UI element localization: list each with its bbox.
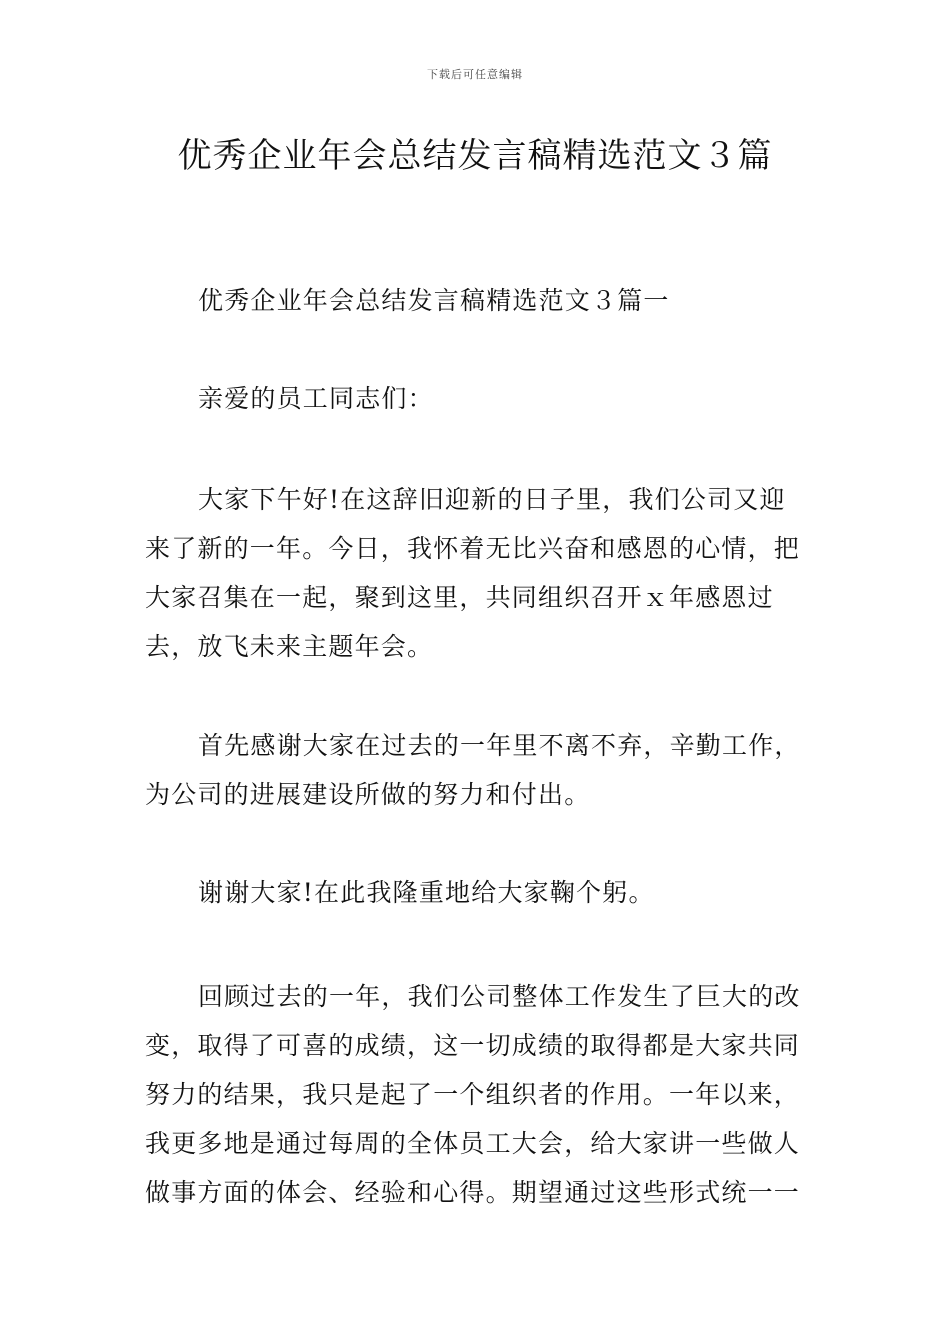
paragraph-1: 大家下午好!在这辞旧迎新的日子里，我们公司又迎来了新的一年。今日，我怀着无比兴奋和感恩的心情，把大家召集在一起，聚到这里，共同组织召开ｘ年感恩过去，放飞未来主题年会。 <box>145 485 801 661</box>
section-subtitle: 优秀企业年会总结发言稿精选范文３篇一 <box>198 286 670 315</box>
document-title: 优秀企业年会总结发言稿精选范文３篇 <box>177 136 773 176</box>
paragraph-4: 回顾过去的一年，我们公司整体工作发生了巨大的改变，取得了可喜的成绩，这一切成绩的取得都是大家共同努力的结果，我只是起了一个组织者的作用。一年以来，我更多地是通过每周的全体员工大会，给大家讲一些做人做事方面的体会、经验和心得。期望通过这些形式统一一 <box>145 982 801 1207</box>
salutation: 亲爱的员工同志们： <box>198 384 434 413</box>
header-note: 下载后可任意编辑 <box>427 68 523 81</box>
paragraph-3: 谢谢大家!在此我隆重地给大家鞠个躬。 <box>198 878 655 907</box>
paragraph-2: 首先感谢大家在过去的一年里不离不弃，辛勤工作，为公司的进展建设所做的努力和付出。 <box>145 731 801 809</box>
